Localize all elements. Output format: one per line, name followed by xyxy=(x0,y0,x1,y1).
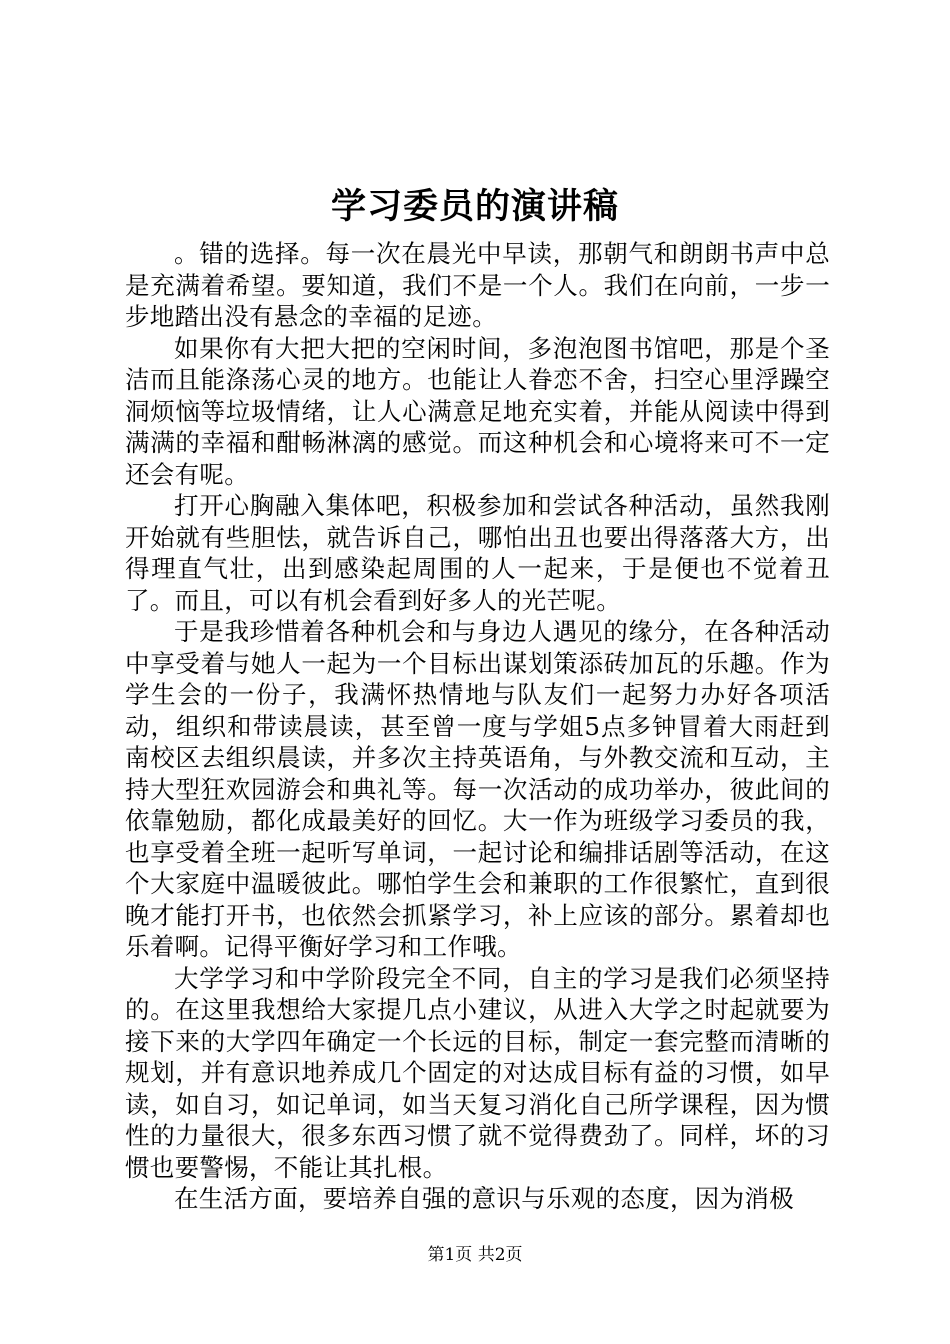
paragraph: 。错的选择。每一次在晨光中早读，那朝气和朗朗书声中总是充满着希望。要知道，我们不是一个人。我们在向前，一步一步地踏出没有悬念的幸福的足迹。 xyxy=(125,239,830,331)
paragraph: 大学学习和中学阶段完全不同，自主的学习是我们必须坚持的。在这里我想给大家提几点小建议，从进入大学之时起就要为接下来的大学四年确定一个长远的目标，制定一套完整而清晰的规划，并有意识地养成几个固定的对达成目标有益的习惯，如早读，如自习，如记单词，如当天复习消化自己所学课程，因为惯性的力量很大，很多东西习惯了就不觉得费劲了。同样，坏的习惯也要警惕，不能让其扎根。 xyxy=(125,963,830,1182)
paragraph: 打开心胸融入集体吧，积极参加和尝试各种活动，虽然我刚开始就有些胆怯，就告诉自己，哪怕出丑也要出得落落大方，出得理直气壮，出到感染起周围的人一起来，于是便也不觉着丑了。而且，可以有机会看到好多人的光芒呢。 xyxy=(125,491,830,615)
paragraph: 于是我珍惜着各种机会和与身边人遇见的缘分，在各种活动中享受着与她人一起为一个目标出谋划策添砖加瓦的乐趣。作为学生会的一份子，我满怀热情地与队友们一起努力办好各项活动，组织和带读晨读，甚至曾一度与学姐5点多钟冒着大雨赶到南校区去组织晨读，并多次主持英语角，与外教交流和互动，主持大型狂欢园游会和典礼等。每一次活动的成功举办，彼此间的依靠勉励，都化成最美好的回忆。大一作为班级学习委员的我，也享受着全班一起听写单词，一起讨论和编排话剧等活动，在这个大家庭中温暖彼此。哪怕学生会和兼职的工作很繁忙，直到很晚才能打开书，也依然会抓紧学习，补上应该的部分。累着却也乐着啊。记得平衡好学习和工作哦。 xyxy=(125,617,830,961)
paragraph: 在生活方面，要培养自强的意识与乐观的态度，因为消极 xyxy=(174,1184,794,1213)
document-title: 学习委员的演讲稿 xyxy=(330,186,619,227)
document-body xyxy=(125,238,830,1215)
paragraph: 如果你有大把大把的空闲时间，多泡泡图书馆吧，那是个圣洁而且能涤荡心灵的地方。也能让人眷恋不舍，扫空心里浮躁空洞烦恼等垃圾情绪，让人心满意足地充实着，并能从阅读中得到满满的幸福和酣畅淋漓的感觉。而这种机会和心境将来可不一定还会有呢。 xyxy=(125,333,830,489)
page-footer: 第1页 共2页 xyxy=(427,1245,523,1265)
